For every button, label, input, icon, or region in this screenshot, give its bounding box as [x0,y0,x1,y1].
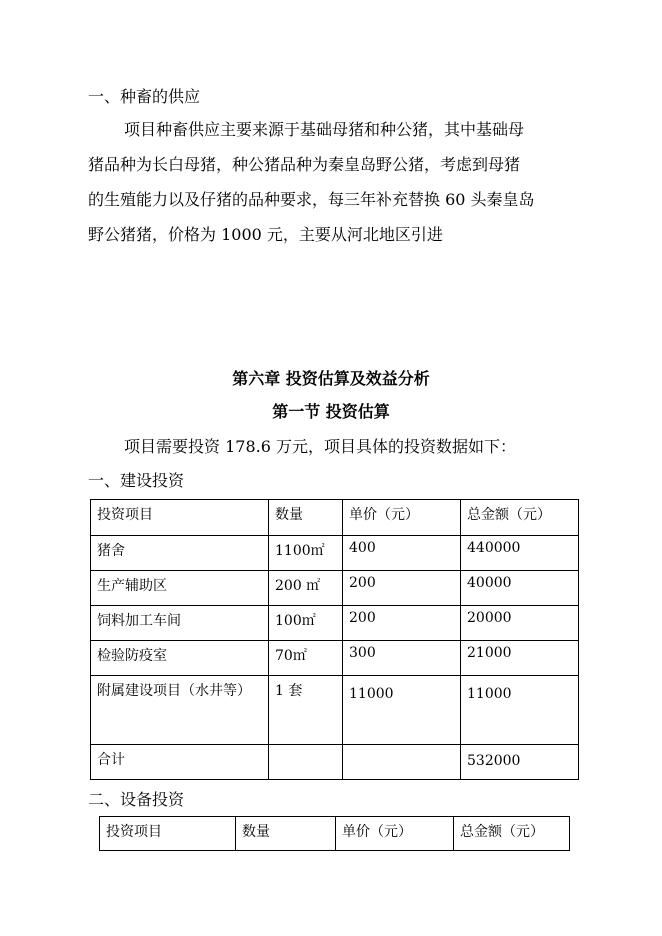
cell-total-amount: 532000 [461,745,579,780]
cell-item: 猪舍 [91,536,269,571]
cell-total: 20000 [461,606,579,641]
header-cell-total: 总金额（元） [454,817,570,851]
cell-total-label: 合计 [91,745,269,780]
header-cell-unit-price: 单价（元） [336,817,454,851]
table-row [91,606,579,641]
paragraph-line-4: 野公猪猪，价格为 1000 元，主要从河北地区引进 [88,225,443,244]
cell-unit-price: 400 [343,536,461,571]
intro-text: 项目需要投资 178.6 万元，项目具体的投资数据如下： [124,437,516,456]
table-row [91,676,579,745]
cell-total: 40000 [461,571,579,606]
table-row [91,536,579,571]
header-cell-quantity: 数量 [269,500,343,536]
cell-total-unit-price [343,745,461,780]
cell-item: 检验防疫室 [91,641,269,676]
cell-item: 饲料加工车间 [91,606,269,641]
section-heading-breeding-supply: 一、种畜的供应 [88,87,201,106]
cell-total: 21000 [461,641,579,676]
cell-unit-price: 300 [343,641,461,676]
cell-unit-price: 200 [343,571,461,606]
cell-unit-price: 200 [343,606,461,641]
equipment-table [99,816,570,851]
section-title: 第一节 投资估算 [272,402,390,421]
cell-total: 11000 [461,676,579,745]
cell-quantity: 200 ㎡ [269,571,343,606]
cell-total-quantity [269,745,343,780]
cell-item: 附属建设项目（水井等） [91,676,269,745]
equipment-heading: 二、设备投资 [88,790,185,809]
chapter-title: 第六章 投资估算及效益分析 [232,369,430,388]
table-row [91,571,579,606]
cell-quantity: 100㎡ [269,606,343,641]
paragraph-line-1: 项目种畜供应主要来源于基础母猪和种公猪，其中基础母 [124,120,525,139]
table-header-row [91,500,579,536]
header-cell-item: 投资项目 [100,817,236,851]
cell-quantity: 1100㎡ [269,536,343,571]
cell-quantity: 1 套 [269,676,343,745]
table-header-row [100,817,570,851]
cell-quantity: 70㎡ [269,641,343,676]
construction-heading: 一、建设投资 [88,471,185,490]
cell-item: 生产辅助区 [91,571,269,606]
construction-table [90,499,579,780]
cell-total: 440000 [461,536,579,571]
cell-unit-price: 11000 [343,676,461,745]
paragraph-line-2: 猪品种为长白母猪，种公猪品种为秦皇岛野公猪，考虑到母猪 [88,155,521,174]
table-row [91,641,579,676]
header-cell-unit-price: 单价（元） [343,500,461,536]
table-total-row [91,745,579,780]
paragraph-line-3: 的生殖能力以及仔猪的品种要求，每三年补充替换 60 头秦皇岛 [88,190,535,209]
header-cell-total: 总金额（元） [461,500,579,536]
header-cell-item: 投资项目 [91,500,269,536]
header-cell-quantity: 数量 [236,817,336,851]
